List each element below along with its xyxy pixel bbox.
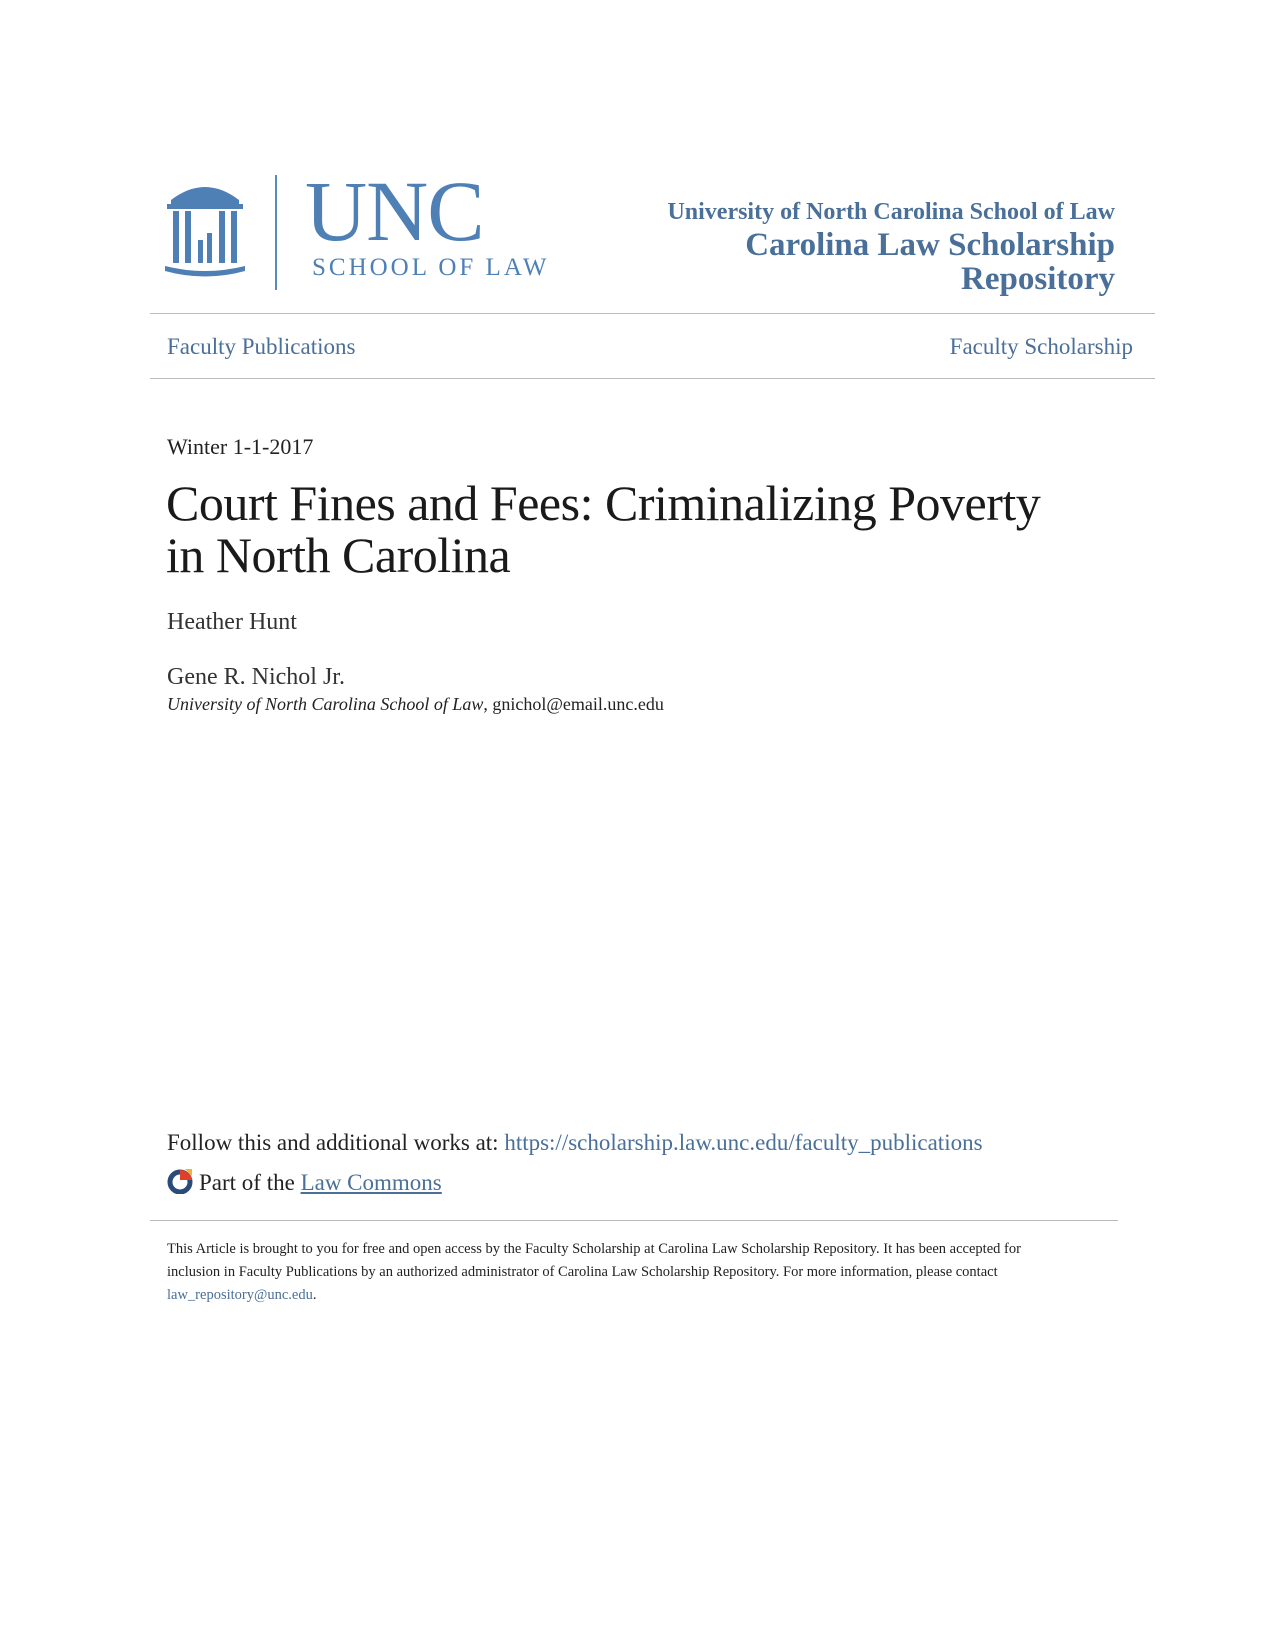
author-name: Heather Hunt bbox=[167, 609, 297, 635]
author-email: gnichol@email.unc.edu bbox=[492, 694, 664, 714]
author-affiliation: University of North Carolina School of Law, gnichol@email.unc.edu bbox=[167, 694, 664, 714]
part-of-line bbox=[167, 1168, 442, 1198]
follow-line bbox=[167, 1128, 983, 1158]
publication-date: Winter 1-1-2017 bbox=[167, 434, 314, 459]
follow-label: Follow this and additional works at: bbox=[167, 1130, 499, 1155]
law-commons-link[interactable]: Law Commons bbox=[300, 1170, 442, 1195]
repository-heading bbox=[667, 196, 1115, 296]
footer-divider bbox=[150, 1220, 1118, 1221]
author-name: Gene R. Nichol Jr. bbox=[167, 664, 345, 690]
faculty-scholarship-link[interactable]: Faculty Scholarship bbox=[949, 334, 1133, 359]
access-notice bbox=[167, 1238, 1067, 1307]
logo-subtitle: SCHOOL OF LAW bbox=[312, 254, 550, 281]
nav-divider bbox=[150, 378, 1155, 379]
repository-university: University of North Carolina School of Law bbox=[667, 199, 1115, 225]
faculty-publications-link[interactable]: Faculty Publications bbox=[167, 334, 356, 359]
logo-wordmark: UNC bbox=[305, 163, 484, 259]
author-institution: University of North Carolina School of Law bbox=[167, 694, 484, 714]
part-of-prefix: Part of the bbox=[199, 1170, 295, 1195]
unc-old-well-logo-icon bbox=[165, 178, 245, 282]
repository-name: Carolina Law Scholarship Repository bbox=[745, 227, 1115, 297]
repository-email-link[interactable]: law_repository@unc.edu bbox=[167, 1287, 313, 1303]
article-title: Court Fines and Fees: Criminalizing Poverty in North Carolina bbox=[166, 475, 1041, 583]
access-notice-end: . bbox=[312, 1287, 317, 1303]
logo-divider bbox=[275, 175, 277, 290]
header-divider bbox=[150, 313, 1155, 314]
access-notice-text: This Article is brought to you for free and open access by the Faculty Scholarship at Carolina Law Scholarship Repository. It has been accepted for inclusion in Faculty Publications by an authorized administrator of Carolina Law Scholarship Repository. For more information, please contact bbox=[167, 1241, 1021, 1280]
faculty-publications-url-link[interactable]: https://scholarship.law.unc.edu/faculty_publications bbox=[504, 1130, 983, 1155]
network-commons-icon bbox=[167, 1168, 193, 1194]
